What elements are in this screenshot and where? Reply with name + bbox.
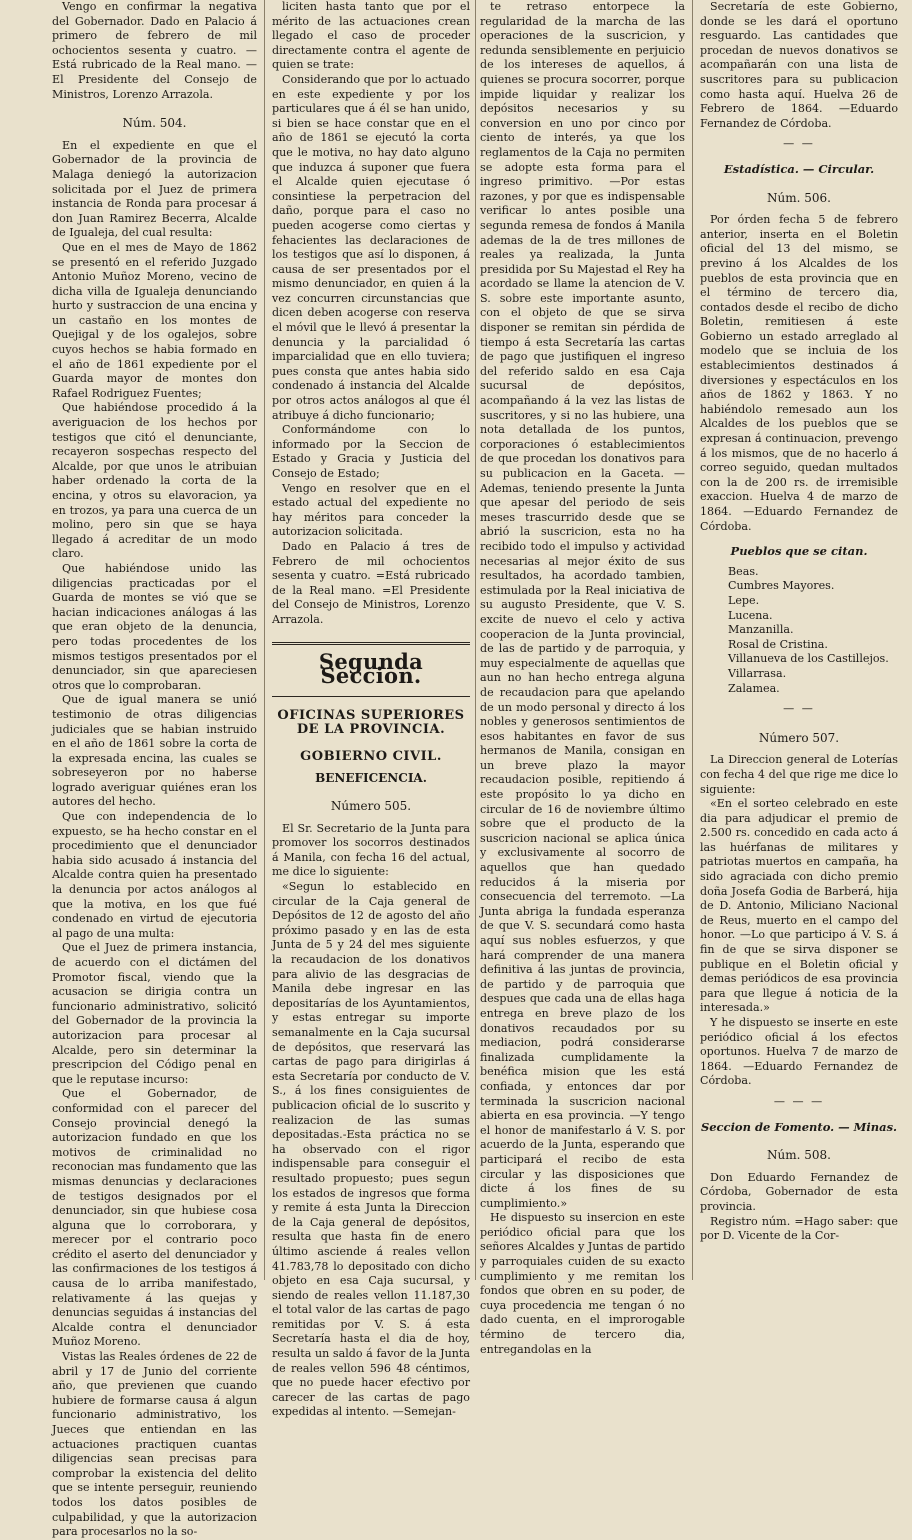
beneficencia-heading: BENEFICENCIA. (315, 770, 427, 785)
num-506-title: Núm. 506. (767, 190, 831, 205)
num-507-closing: Y he dispuesto se inserte en este periódico oficial á los efectos oportunos. Huelva 7 de marzo de 1864. —Eduardo Fernandez de Córdoba. (700, 1016, 898, 1088)
col3-paragraph: He dispuesto su insercion en este periódico oficial para que los señores Alcaldes y Juntas de partido y parroquiales cuiden de su exacto cumplimiento y me remitan los fondos que obren en su poder, de cuya procedencia me tengan ó no dado cuenta, en el improrogable término de tercero dia, entregandolas en la (480, 1211, 685, 1356)
col1-paragraph: Vistas las Reales órdenes de 22 de abril y 17 de Junio del corriente año, que previenen que cuando hubiere de formarse causa á algun funcionario administrativo, los Jueces que entiendan en las actuaciones practiquen cuantas diligencias sean precisas para comprobar la existencia del delito que se intente perseguir, reuniendo todos los datos posibles de culpabilidad, y que la autorizacion para procesarlos no la so- (52, 1350, 257, 1539)
num-508-registro: Registro núm. =Hago saber: que por D. Vicente de la Cor- (700, 1214, 898, 1243)
column-4 (700, 0, 898, 1280)
col1-paragraph: Que el Gobernador, de conformidad con el parecer del Consejo provincial denegó la autorizacion fundado en que los motivos de criminalidad no reconocian mas fundamento que las mismas denuncias y declaraciones de testigos designados por el denunciador, sin que hubiese cosa alguna que lo corroborara, y merecer por el contrario poco crédito el aserto del denunciador y las confirmaciones de los testigos á causa de lo arriba manifestado, relativamente á las quejas y denuncias seguidas á instancias del Alcalde contra el denunciador Muñoz Moreno. (52, 1087, 257, 1349)
column-rule (475, 0, 476, 1280)
num-507-title: Número 507. (758, 730, 840, 745)
num-508-text: Don Eduardo Fernandez de Córdoba, Gobernador de esta provincia. (700, 1170, 898, 1213)
col2-paragraph: liciten hasta tanto que por el mérito de las actuaciones crean llegado el caso de proceder directamente contra el agente de quien se trate: (272, 0, 470, 72)
col2-paragraph: Dado en Palacio á tres de Febrero de mil ochocientos sesenta y cuatro. =Está rubricado de la Real mano. =El Presidente del Consejo de Ministros, Lorenzo Arrazola. (272, 539, 470, 626)
separator: — — (783, 702, 815, 716)
fomento-heading: Seccion de Fomento. — Minas. (700, 1119, 898, 1134)
column-2 (272, 0, 470, 1419)
section-title: Segunda Seccion. (272, 642, 470, 697)
column-rule (692, 0, 693, 1280)
num-508-title: Núm. 508. (767, 1148, 831, 1163)
list-item: Zalamea. (728, 681, 780, 695)
col1-paragraph: Que el Juez de primera instancia, de acuerdo con el dictámen del Promotor fiscal, viendo que la acusacion se dirigia contra un funcionario administrativo, solicitó del Gobernador de la provincia la autorizacion para procesar al Alcalde, pero sin determinar la prescripcion del Código penal en que le reputase incurso: (52, 941, 257, 1086)
pueblos-heading: Pueblos que se citan. (730, 544, 868, 559)
column-1 (52, 0, 257, 1539)
list-item: Cumbres Mayores. (728, 579, 835, 593)
office-heading: OFICINAS SUPERIORES DE LA PROVINCIA. (277, 707, 465, 738)
col1-paragraph: Que en el mes de Mayo de 1862 se presentó en el referido Juzgado Antonio Muñoz Moreno, vecino de dicha villa de Igualeja denunciando hurto y sustraccion de una encina y un castaño en los montes de Quejigal y de los ogalejos, sobre cuyos hechos se habia formado en el año de 1861 expediente por el Guarda mayor de montes don Rafael Rodriguez Fuentes; (52, 240, 257, 400)
list-item: Lucena. (728, 608, 773, 622)
list-item: Villarrasa. (728, 666, 787, 680)
num-506-text: Por órden fecha 5 de febrero anterior, inserta en el Boletin oficial del 13 del mismo, se previno á los Alcaldes de los pueblos de esta provincia que en el término de tercero dia, contados desde el recibo de dicho Boletin, remitiesen á este Gobierno un estado arreglado al modelo que se incluia de los establecimientos destinados á diversiones y espectáculos en los años de 1862 y 1863. Y no habiéndolo remesado aun los Alcaldes de los pueblos que se expresan á continuacion, prevengo á los mismos, que de no hacerlo á correo seguido, quedan multados con la de 200 rs. de irremisible exaccion. Huelva 4 de marzo de 1864. —Eduardo Fernandez de Córdoba. (700, 213, 898, 533)
col2-paragraph: El Sr. Secretario de la Junta para promover los socorros destinados á Manila, con fecha 16 del actual, me dice lo siguiente: (272, 821, 470, 879)
num-507-quote: «En el sorteo celebrado en este dia para adjudicar el premio de 2.500 rs. concedido en cada acto á las huérfanas de militares y patriotas muertos en campaña, ha sido agraciada con dicho premio doña Josefa Godia de Barberá, hija de D. Antonio, Miliciano Nacional de Reus, muerto en el campo del honor. —Lo que participo á V. S. á fin de que se sirva disponer se publique en el Boletin oficial y demas periódicos de esa provincia para que llegue á noticia de la interesada.» (700, 797, 898, 1015)
col2-paragraph: Considerando que por lo actuado en este expediente y por los particulares que á él se han unido, si bien se hace constar que en el año de 1861 se ejecutó la corta que le motiva, no hay dato alguno que induzca á suponer que fuera el Alcalde quien ejecutase ó consintiese la perpetracion del daño, porque para el caso no pueden acogerse como ciertas y fehacientes las declaraciones de los testigos que así lo disponen, á causa de ser presentados por el mismo denunciador, en quien á la vez concurren circunstancias que dicen deben acogerse con reserva el móvil que le llevó á presentar la denuncia y la parcialidad ó imparcialidad que en ello tuviera; pues consta que antes habia sido condenado á instancia del Alcalde por otros actos análogos al que él atribuye á dicho funcionario; (272, 72, 470, 422)
col1-paragraph: Que habiéndose procedido á la averiguacion de los hechos por testigos que citó el denunciante, recayeron sospechas respecto del Alcalde, por que unos le atribuian haber ordenado la corta de la encina, y otros su elavoracion, ya en trozos, ya para una cuerca de un molino, pero sin que se haya llegado á acreditar de un modo claro. (52, 401, 257, 561)
num-504-title: Núm. 504. (122, 116, 187, 131)
col1-paragraph: Que de igual manera se unió testimonio de otras diligencias judiciales que se habian instruido en el año de 1861 sobre la corta de la expresada encina, las cuales se sobreseyeron por no haberse logrado averiguar quiénes eran los autores del hecho. (52, 693, 257, 809)
col2-paragraph: Conformándome con lo informado por la Seccion de Estado y Gracia y Justicia del Consejo de Estado; (272, 423, 470, 480)
column-3 (480, 0, 685, 1356)
col2-paragraph: Vengo en resolver que en el estado actual del expediente no hay méritos para conceder la autorizacion solicitada. (272, 481, 470, 539)
pueblos-list (700, 565, 898, 696)
list-item: Beas. (728, 564, 759, 578)
list-item: Rosal de Cristina. (728, 637, 828, 651)
col3-paragraph: te retraso entorpece la regularidad de la marcha de las operaciones de la suscricion, y redunda sensiblemente en perjuicio de los intereses de aquellos, á quienes se procura socorrer, porque impide liquidar y realizar los depósitos necesarios y su conversion en uno por cinco por ciento de interés, ya que los reglamentos de la Caja no permiten se adopte esta forma para el ingreso primitivo. —Por estas razones, y por que es indispensable verificar lo antes posible una segunda remesa de fondos á Manila ademas de la de tres millones de reales ya realizada, la Junta presidida por Su Majestad el Rey ha acordado se llame la atencion de V. S. sobre este importante asunto, con el objeto de que se sirva disponer se remitan sin pérdida de tiempo á esta Secretaría las cartas de pago que justifiquen el ingreso del referido saldo en esa Caja sucursal de depósitos, acompañando á la vez las listas de suscritores, y si no las hubiere, una nota detallada de los puntos, corporaciones ó establecimientos de que procedan los donativos para su publicacion en la Gaceta. —Ademas, teniendo presente la Junta que apesar del periodo de seis meses trascurrido desde que se abrió la suscricion, esta no ha recibido todo el impulso y actividad necesarias al mejor éxito de sus resultados, ha acordado tambien, estimulada por la Real iniciativa de su augusto Presidente, que V. S. excite de nuevo el celo y activa cooperacion de la Junta provincial, de las de partido y de parroquia, y muy especialmente de aquellas que aun no han hecho entrega alguna de recaudacion para que apelando de un modo personal y directo á los nobles y generosos sentimientos de esos habitantes en favor de sus hermanos de Manila, consigan en un breve plazo la mayor recaudacion posible, repitiendo á este propósito lo ya dicho en circular de 16 de noviembre último sobre que el producto de la suscricion nacional se aplica única y exclusivamente al socorro de aquellos que han quedado reducidos á la miseria por consecuencia del terremoto. —La Junta abriga la fundada esperanza de que V. S. secundará como hasta aquí sus nobles esfuerzos, y que hará comprender de una manera definitiva á las juntas de provincia, de partido y de parroquia que despues que cada una de ellas haga entrega en breve plazo de los donativos recaudados por su mediacion, podrá considerarse finalizada cumplidamente la benéfica mision que les está confiada, y entonces dar por terminada la suscricion nacional abierta en esa provincia. —Y tengo el honor de manifestarlo á V. S. por acuerdo de la Junta, esperando que participará el recibo de esta circular y las disposiciones que dicte á los fines de su cumplimiento.» (480, 0, 685, 1210)
col1-paragraph: Que con independencia de lo expuesto, se ha hecho constar en el procedimiento que el denunciador habia sido acusado á instancia del Alcalde contra quien ha presentado la denuncia por actos análogos al que la motiva, en los que fué condenado en virtud de ejecutoria al pago de una multa: (52, 810, 257, 940)
col4-top-paragraph: Secretaría de este Gobierno, donde se les dará el oportuno resguardo. Las cantidades que procedan de nuevos donativos se acompañarán con una lista de suscritores para su publicacion como hasta aquí. Huelva 26 de Febrero de 1864. —Eduardo Fernandez de Córdoba. (700, 0, 898, 130)
col1-paragraph: Que habiéndose unido las diligencias practicadas por el Guarda de montes se vió que se hacian indicaciones análogas á las que eran objeto de la denuncia, pero todas procedentes de los mismos testigos presentados por el denunciador, sin que apareciesen otros que lo comprobaran. (52, 561, 257, 692)
list-item: Manzanilla. (728, 623, 794, 637)
num-505-title: Número 505. (330, 799, 412, 814)
list-item: Lepe. (728, 593, 760, 607)
separator: — — — (773, 1094, 825, 1108)
col1-paragraph: En el expediente en que el Gobernador de la provincia de Malaga deniegó la autorizacion solicitada por el Juez de primera instancia de Ronda para procesar á don Juan Ramirez Becerra, Alcalde de Igualeja, del cual resulta: (52, 138, 257, 240)
list-item: Villanueva de los Castillejos. (728, 652, 889, 666)
col2-paragraph: «Segun lo establecido en circular de la Caja general de Depósitos de 12 de agosto del año próximo pasado y en las de esta Junta de 5 y 24 del mes siguiente la recaudacion de los donativos para alivio de las desgracias de Manila debe ingresar en las depositarías de los Ayuntamientos, y estas entregar su importe semanalmente en la Caja sucursal de depósitos, que reservará las cartas de pago para dirigirlas á esta Secretaría por conducto de V. S., á los fines consiguientes de publicacion oficial de lo suscrito y realizacion de las sumas depositadas.-Esta práctica no se ha observado con el rigor indispensable para conseguir el resultado propuesto; pues segun los estados de ingresos que forma y remite á esta Junta la Direccion de la Caja general de depósitos, resulta que hasta fin de enero último asciende á reales vellon 41.783,78 lo depositado con dicho objeto en esa Caja sucursal, y siendo de reales vellon 11.187,30 el total valor de las cartas de pago remitidas por V. S. á esta Secretaría hasta el dia de hoy, resulta un saldo á favor de la Junta de reales vellon 596 48 céntimos, que no puede hacer efectivo por carecer de las cartas de pago expedidas al intento. —Semejan- (272, 880, 470, 1419)
column-rule (264, 0, 265, 1280)
col1-top-block: Vengo en confirmar la negativa del Gobernador. Dado en Palacio á primero de febrero de mil ochocientos sesenta y cuatro. —Está rubricado de la Real mano. — El Presidente del Consejo de Ministros, Lorenzo Arrazola. (52, 0, 257, 101)
gobierno-civil-heading: GOBIERNO CIVIL. (300, 748, 442, 764)
num-507-intro: La Direccion general de Loterías con fecha 4 del que rige me dice lo siguiente: (700, 753, 898, 796)
estadistica-heading: Estadística. — Circular. (723, 161, 875, 176)
separator: — — (783, 137, 815, 151)
